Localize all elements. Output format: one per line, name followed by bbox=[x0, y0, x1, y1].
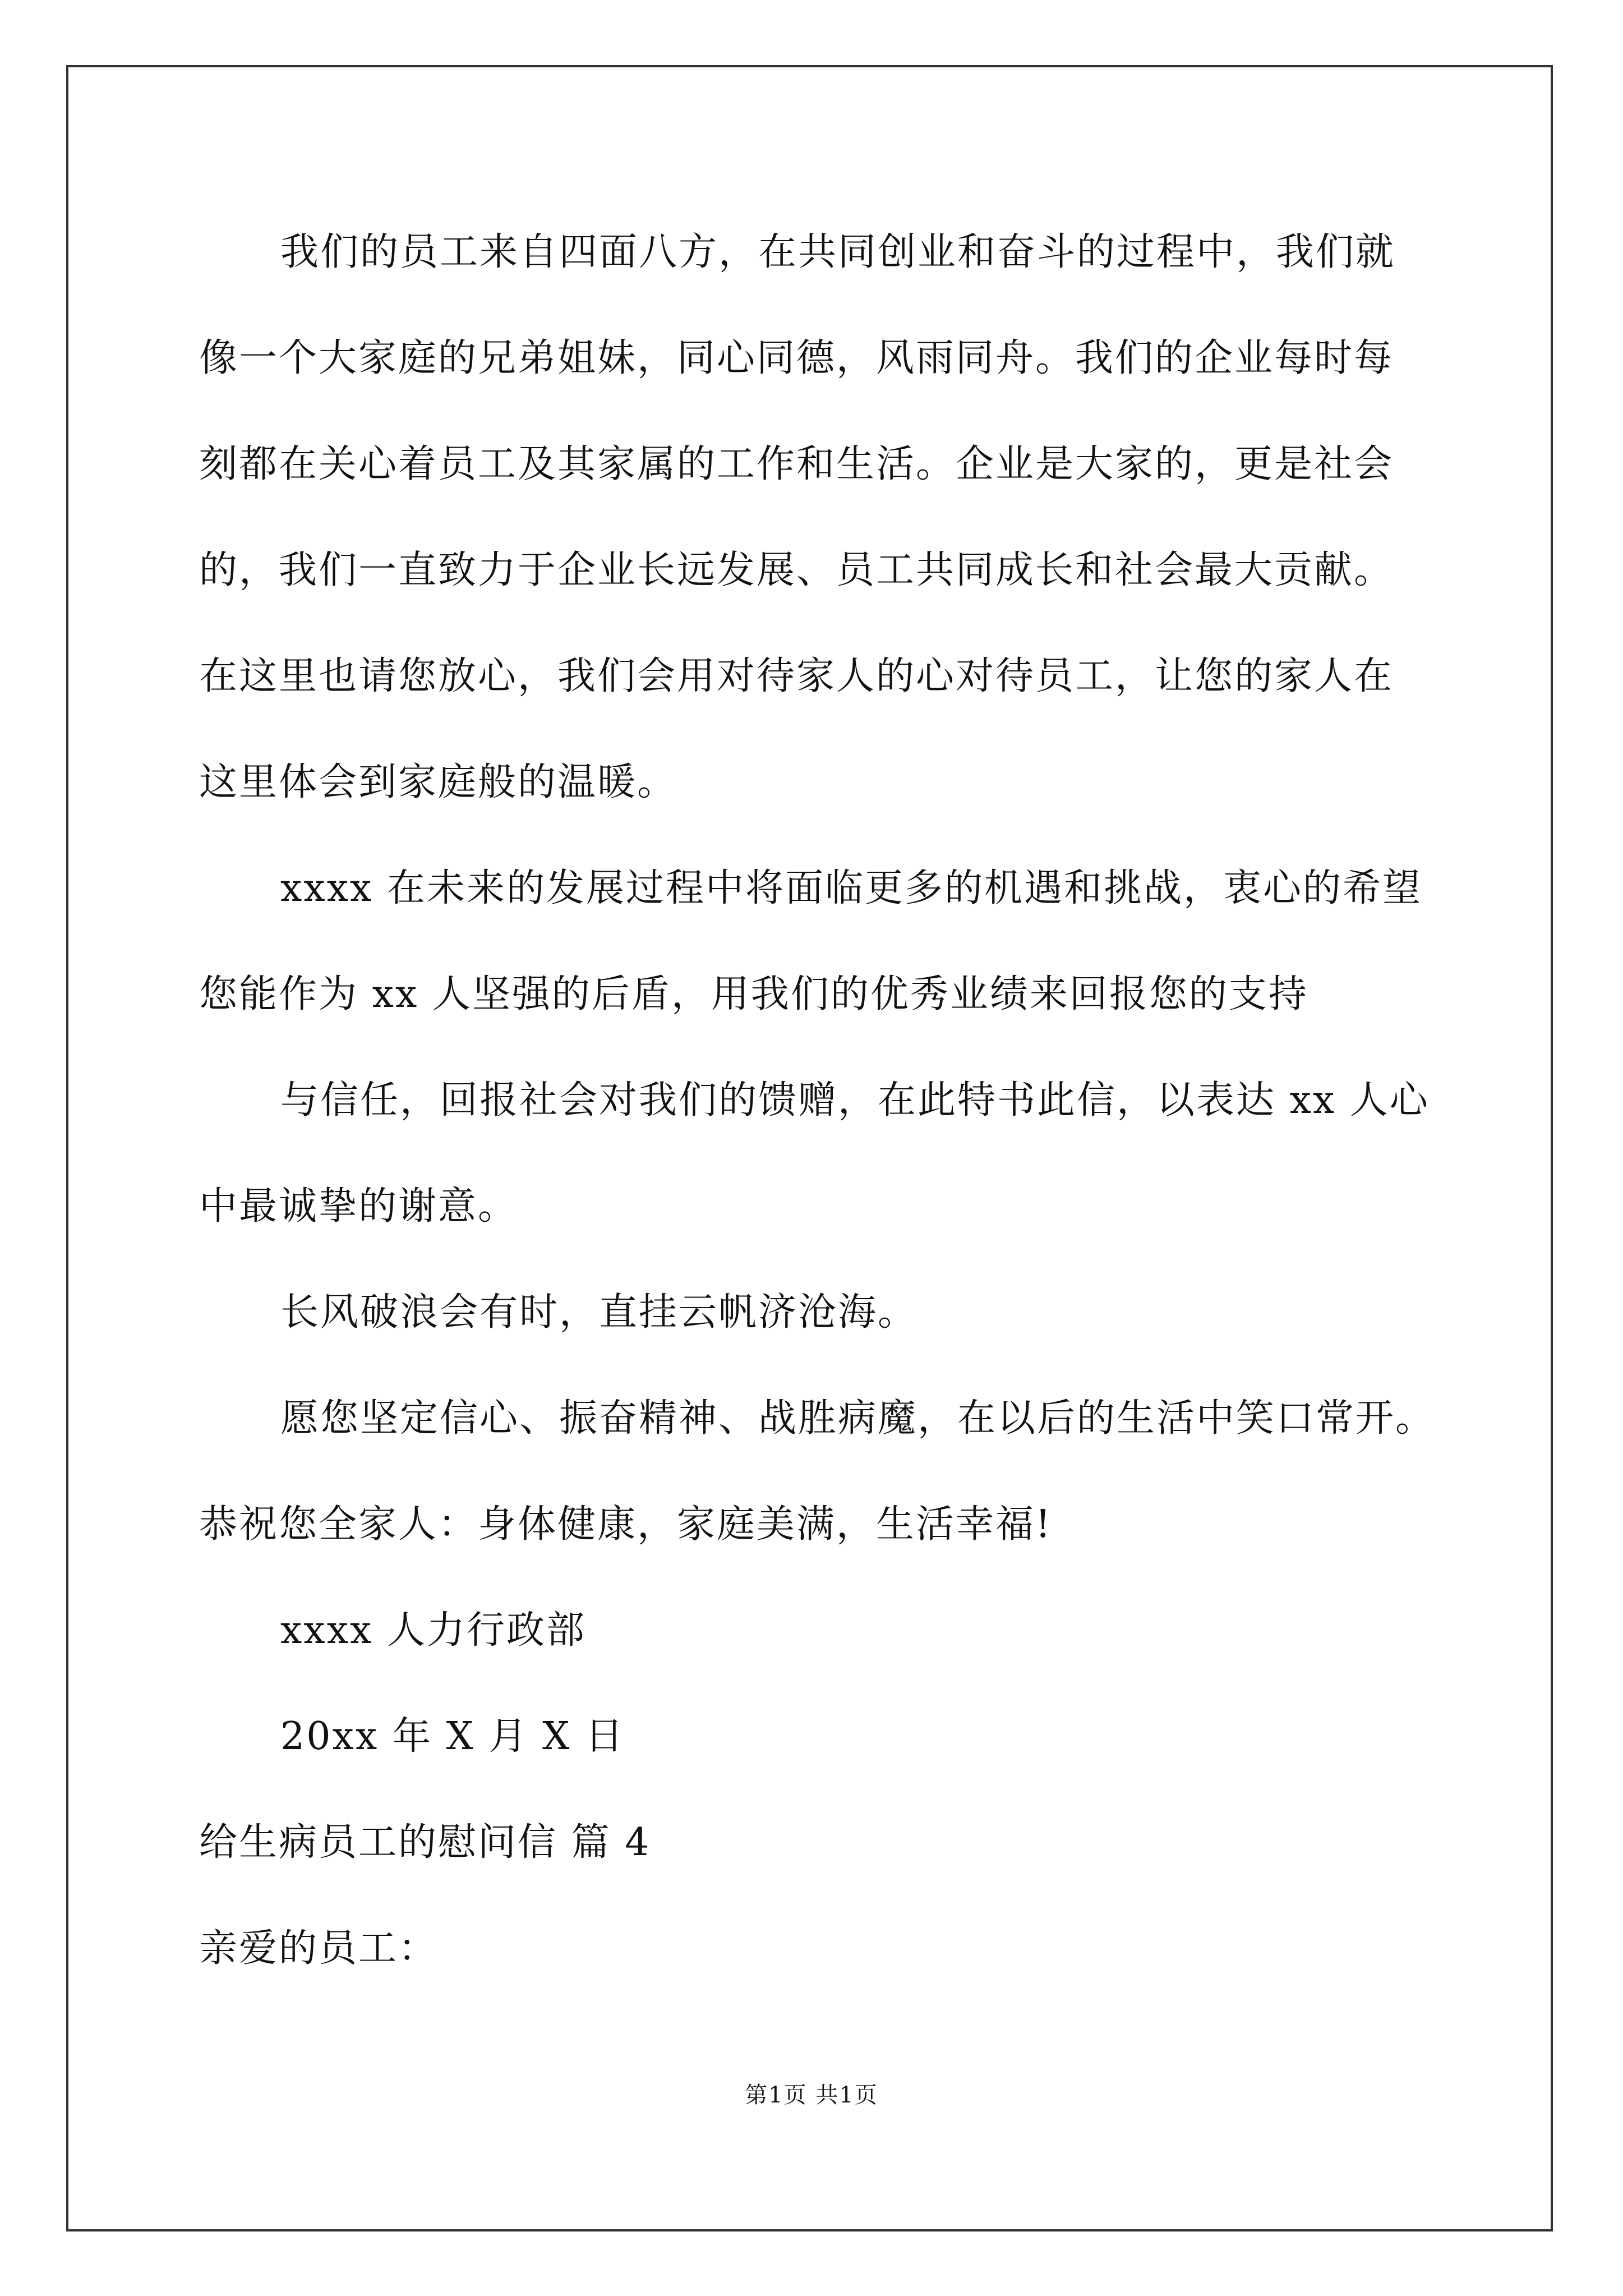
paragraph-line: 的，我们一直致力于企业长远发展、员工共同成长和社会最大贡献。 bbox=[199, 548, 1394, 592]
paragraph-line: 像一个大家庭的兄弟姐妹，同心同德，风雨同舟。我们的企业每时每 bbox=[199, 336, 1394, 380]
signature-date: 20xx 年 X 月 X 日 bbox=[280, 1714, 625, 1759]
signature-department: xxxx 人力行政部 bbox=[280, 1608, 587, 1653]
paragraph-line: xxxx 在未来的发展过程中将面临更多的机遇和挑战，衷心的希望 bbox=[280, 866, 1423, 910]
paragraph-line: 恭祝您全家人：身体健康，家庭美满，生活幸福! bbox=[199, 1502, 1053, 1547]
page-border bbox=[66, 65, 1553, 2231]
paragraph-line: 我们的员工来自四面八方，在共同创业和奋斗的过程中，我们就 bbox=[280, 230, 1396, 274]
page-footer: 第1页 共1页 bbox=[745, 2082, 878, 2108]
paragraph-line: 这里体会到家庭般的温暖。 bbox=[199, 760, 677, 804]
paragraph-line: 刻都在关心着员工及其家属的工作和生活。企业是大家的，更是社会 bbox=[199, 442, 1394, 486]
salutation: 亲爱的员工： bbox=[199, 1926, 439, 1971]
paragraph-line: 长风破浪会有时，直挂云帆济沧海。 bbox=[280, 1290, 918, 1335]
paragraph-line: 中最诚挚的谢意。 bbox=[199, 1184, 518, 1228]
section-heading: 给生病员工的慰问信 篇 4 bbox=[199, 1820, 651, 1865]
paragraph-line: 您能作为 xx 人坚强的后盾，用我们的优秀业绩来回报您的支持 bbox=[199, 972, 1308, 1016]
paragraph-line: 与信任，回报社会对我们的馈赠，在此特书此信，以表达 xx 人心 bbox=[280, 1078, 1430, 1122]
paragraph-line: 愿您坚定信心、振奋精神、战胜病魔，在以后的生活中笑口常开。 bbox=[280, 1396, 1436, 1441]
paragraph-line: 在这里也请您放心，我们会用对待家人的心对待员工，让您的家人在 bbox=[199, 654, 1394, 698]
